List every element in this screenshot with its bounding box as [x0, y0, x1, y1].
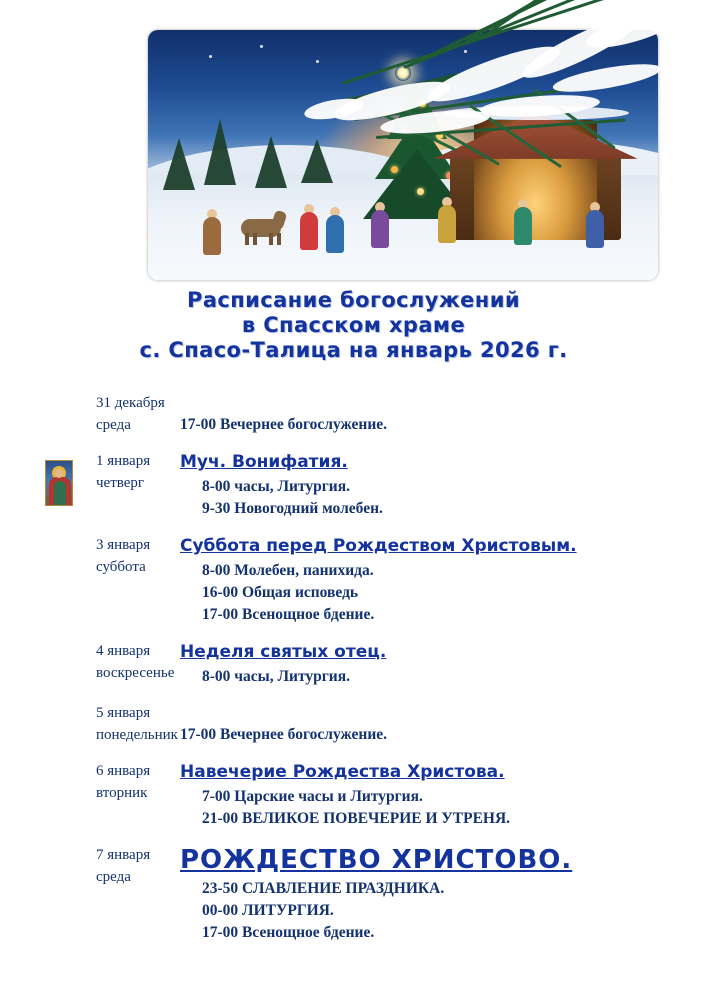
conifer-tree [301, 139, 333, 183]
service-line: 00-00 ЛИТУРГИЯ. [202, 902, 334, 919]
schedule-body [150, 702, 707, 746]
date-day: 5 января [96, 705, 151, 721]
schedule-row [0, 392, 707, 436]
date-day: 7 января [96, 847, 151, 863]
donkey-neck [270, 210, 287, 231]
roof-snow [442, 106, 630, 120]
figure-robe [326, 215, 344, 253]
sky-star [209, 55, 212, 58]
figure-person [439, 197, 455, 243]
date-weekday: суббота [96, 559, 146, 575]
nativity-scene-image [148, 30, 658, 280]
schedule-row [0, 844, 707, 944]
sky-star [260, 45, 263, 48]
figure-person [372, 202, 388, 248]
donkey-leg [253, 233, 257, 245]
donkey [235, 211, 293, 245]
header-illustration [140, 8, 680, 288]
schedule-body [150, 392, 707, 436]
figure-person [587, 202, 603, 248]
schedule-date [0, 844, 150, 888]
date-day: 1 января [96, 453, 151, 469]
service-line: 17-00 Всенощное бдение. [202, 924, 375, 941]
conifer-tree [163, 138, 195, 190]
figure-person [515, 199, 531, 245]
service-line: 17-00 Вечернее богослужение. [180, 416, 388, 433]
date-day: 31 декабря [96, 395, 165, 411]
figure-robe [371, 210, 389, 248]
feast-title: Неделя святых отец. [180, 642, 387, 662]
schedule-body [150, 640, 707, 688]
donkey-leg [245, 233, 249, 245]
date-day: 3 января [96, 537, 151, 553]
date-day: 4 января [96, 643, 151, 659]
schedule-date [0, 760, 150, 804]
title-line-2: в Спасском храме [241, 313, 466, 337]
figure-robe [514, 207, 532, 245]
sky-star [464, 50, 467, 53]
figure-person [204, 209, 220, 255]
service-line: 16-00 Общая исповедь [202, 584, 359, 601]
service-line: 7-00 Царские часы и Литургия. [202, 788, 423, 805]
date-weekday: четверг [96, 475, 145, 491]
date-weekday: вторник [96, 785, 148, 801]
sky-star [587, 48, 590, 51]
date-day: 6 января [96, 763, 151, 779]
title-line-1: Расписание богослужений [187, 288, 520, 312]
feast-title: Суббота перед Рождеством Христовым. [180, 536, 577, 556]
tree-bauble [391, 166, 398, 173]
date-weekday: среда [96, 869, 131, 885]
schedule-date [0, 534, 150, 578]
services-schedule [0, 392, 707, 958]
sky-star [316, 60, 319, 63]
schedule-row [0, 760, 707, 830]
tree-bauble [403, 126, 410, 133]
schedule-date [0, 392, 165, 436]
schedule-body [150, 844, 707, 944]
service-line: 17-00 Всенощное бдение. [202, 606, 375, 623]
sky-star [525, 65, 528, 68]
feast-title: Муч. Вонифатия. [180, 452, 348, 472]
feast-title-nativity: РОЖДЕСТВО ХРИСТОВО. [180, 845, 573, 875]
figure-robe [586, 210, 604, 248]
schedule-body [150, 760, 707, 830]
schedule-date [0, 450, 150, 494]
schedule-row [0, 702, 707, 746]
service-line: 9-30 Новогодний молебен. [202, 500, 383, 517]
schedule-body [150, 534, 707, 626]
date-weekday: воскресенье [96, 665, 175, 681]
figure-robe [438, 205, 456, 243]
page-title [0, 288, 707, 363]
schedule-row [0, 534, 707, 626]
figure-robe [203, 217, 221, 255]
date-weekday: понедельник [96, 727, 178, 743]
donkey-leg [269, 233, 273, 245]
schedule-date [0, 702, 178, 746]
service-line: 8-00 часы, Литургия. [202, 668, 350, 685]
date-weekday: среда [96, 417, 131, 433]
title-line-3: с. Спасо-Талица на январь 2026 г. [139, 338, 568, 362]
service-line: 8-00 Молебен, панихида. [202, 562, 374, 579]
schedule-body [150, 450, 707, 520]
figure-person [301, 204, 317, 250]
figure-person [327, 207, 343, 253]
donkey-leg [277, 233, 281, 245]
service-line: 21-00 ВЕЛИКОЕ ПОВЕЧЕРИЕ И УТРЕНЯ. [202, 810, 511, 827]
service-line: 17-00 Вечернее богослужение. [180, 726, 388, 743]
conifer-tree [204, 119, 236, 185]
schedule-row [0, 640, 707, 688]
figure-robe [300, 212, 318, 250]
schedule-row [0, 450, 707, 520]
service-line: 8-00 часы, Литургия. [202, 478, 350, 495]
conifer-tree [255, 136, 287, 188]
schedule-date [0, 640, 175, 684]
nativity-stable [434, 100, 638, 240]
service-line: 23-50 СЛАВЛЕНИЕ ПРАЗДНИКА. [202, 880, 445, 897]
feast-title: Навечерие Рождества Христова. [180, 762, 505, 782]
